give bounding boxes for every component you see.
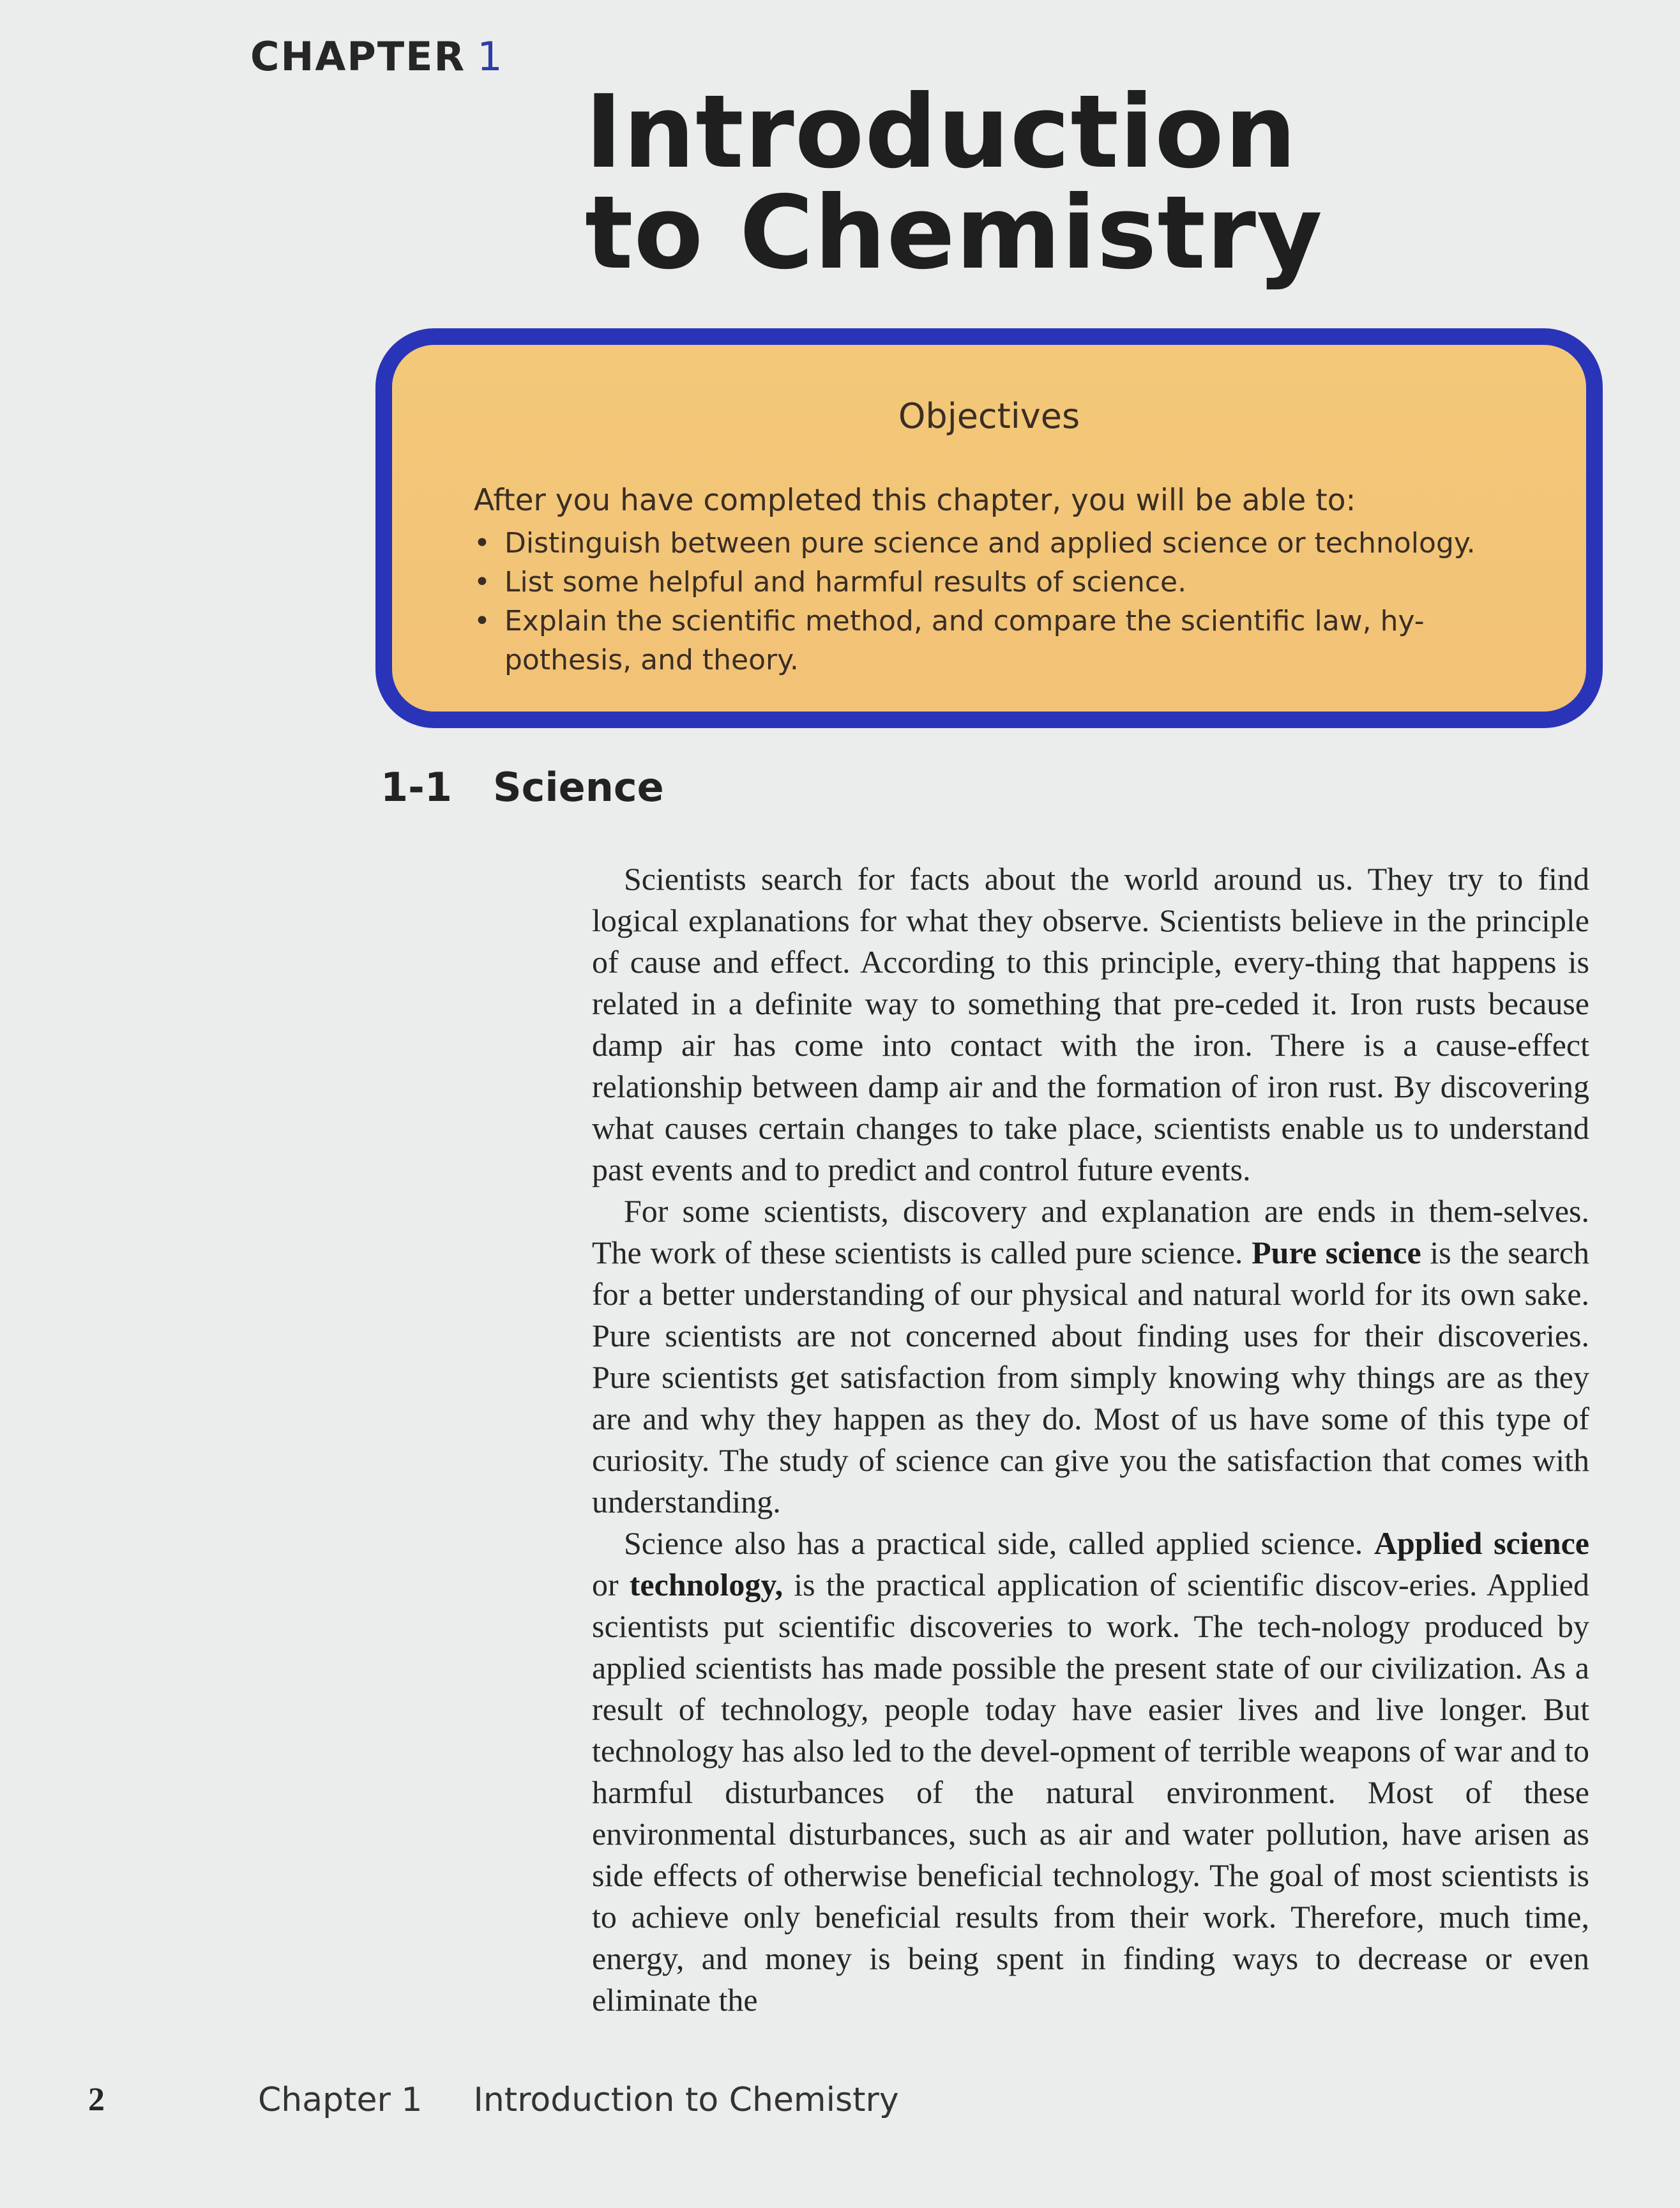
term-pure-science: Pure science [1252,1235,1421,1270]
objectives-intro: After you have completed this chapter, you will be able to: [474,483,1356,518]
chapter-word: CHAPTER [250,33,466,80]
page-number: 2 [88,2082,105,2118]
body-text [592,858,1589,2021]
term-technology: technology, [629,1567,783,1603]
chapter-title [585,73,1323,292]
footer-chapter-title: Introduction to Chemistry [473,2081,899,2119]
objective-text: Distinguish between pure science and applied science or technology. [504,527,1476,560]
chapter-number: 1 [477,33,504,80]
bullet-icon: • [474,527,490,560]
objective-item [474,563,1559,602]
paragraph-3-or: or [592,1567,630,1603]
term-applied-science: Applied science [1374,1525,1589,1561]
paragraph-3-text-a: Science also has a practical side, called applied science. [624,1525,1374,1561]
running-footer [258,2081,899,2119]
objective-item [474,524,1559,563]
objective-text: List some helpful and harmful results of science. [504,566,1187,598]
objective-item [474,602,1559,680]
chapter-title-line-2: to Chemistry [585,174,1323,292]
paragraph-3 [592,1523,1589,2021]
objectives-box [375,328,1603,728]
bullet-icon: • [474,605,490,637]
section-title: Science [493,764,664,811]
section-number: 1-1 [381,764,453,811]
paragraph-2-text-a: For some scientists, discovery and explanation are ends in them-selves. The work of these scientists is called pure science. [592,1193,1589,1270]
paragraph-3-text-b: is the practical application of scientific discov-eries. Applied scientists put scientific discoveries to work. The tech-nology produced by applied scientists has made possible the present state of our civilization. As a result of technology, people today have easier lives and live longer. But technology has also led to the devel-opment of terrible weapons of war and to harmful disturbances of the natural environment. Most of these environmental disturbances, such as air and water pollution, have arisen as side effects of otherwise beneficial technology. The goal of most scientists is to achieve only beneficial results from their work. Therefore, much time, energy, and money is being spent in finding ways to decrease or even eliminate the [592,1567,1589,2018]
chapter-title-line-1: Introduction [585,73,1298,191]
section-heading [381,764,664,811]
paragraph-1: Scientists search for facts about the world around us. They try to find logical explanations for what they observe. Scientists believe in the principle of cause and effect. According to this principle, every-thing that happens is related in a definite way to something that pre-ceded it. Iron rusts because damp air has come into contact with the iron. There is a cause-effect relationship between damp air and the formation of iron rust. By discovering what causes certain changes to take place, scientists enable us to understand past events and to predict and control future events. [592,861,1589,1187]
bullet-icon: • [474,566,490,598]
paragraph-2 [592,1191,1589,1523]
footer-chapter-label: Chapter 1 [258,2081,423,2119]
objectives-list [474,524,1559,680]
paragraph-2-text-b: is the search for a better understanding of our physical and natural world for its own sake. Pure scientists are not concerned about finding uses for their discoveries. Pure scientists get satisfaction from simply knowing why things are as they are and why they happen as they do. Most of us have some of this type of curiosity. The study of science can give you the satisfaction that comes with understanding. [592,1235,1590,1519]
objective-text: Explain the scientific method, and compare the scientific law, hy- pothesis, and theory. [504,605,1425,676]
chapter-label [250,33,504,80]
objectives-heading: Objectives [898,396,1080,436]
